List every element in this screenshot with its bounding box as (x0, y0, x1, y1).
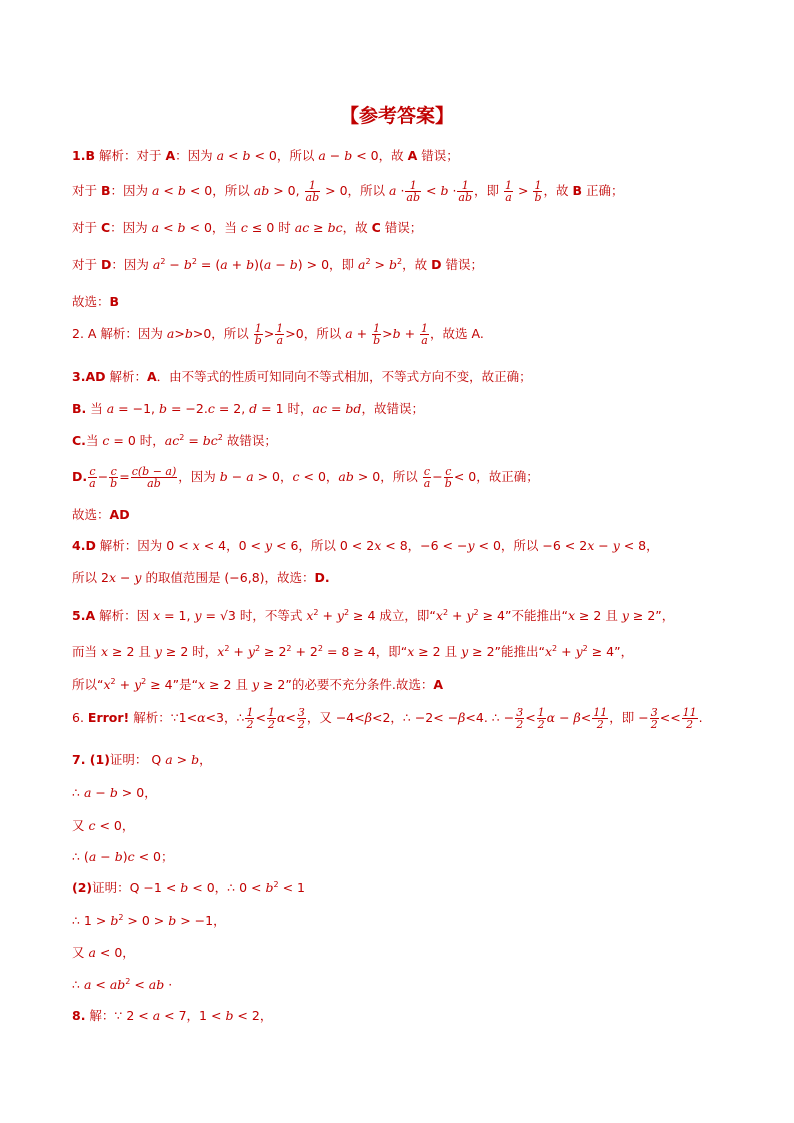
answer-line: D. $\frac{c}{a}$ − $\frac{c}{b}$ = $\frac{c(b - a)}{ab}$ ，因为 b − a > 0，c < 0，ab > 0，所以 $\frac{c}{a}$ − $\frac{c}{b}$ < 0，故正确； (72, 465, 539, 490)
page-title: 【参考答案】 (339, 105, 454, 127)
answer-line: 3.AD 解析：A．由不等式的性质可知同向不等式相加，不等式方向不变，故正确； (72, 369, 532, 384)
answer-line: 又 a < 0， (72, 945, 135, 960)
answer-line: 所以 2x − y 的取值范围是 (−6,8)，故选：D. (72, 570, 330, 585)
answer-line: 5.A 解析：因 x = 1, y = √3 时，不等式 $x^2 + y^2 \ge 4$ 成立，即“$x^2 + y^2 \ge 4$”不能推出“x ≥ 2 且 y ≥ 2”， (72, 607, 675, 623)
answer-line: 而当 x ≥ 2 且 y ≥ 2 时，$x^2 + y^2 \ge 2^2 + 2^2 = 8 \ge 4$，即“x ≥ 2 且 y ≥ 2”能推出“$x^2 + y^2 \ge 4$”， (72, 643, 634, 659)
answer-line: 对于 D：因为 $a^2 - b^2 = (a + b)(a - b) > 0$，即 $a^2 > b^2$，故 D 错误； (72, 256, 483, 272)
answer-line: 2. A 解析：因为 a>b>0，所以 $\frac{1}{b}$ > $\frac{1}{a}$ >0，所以 a + $\frac{1}{b}$ >b + $\frac{1}{a}$ ，故选 A. (72, 322, 484, 347)
answer-line: 4.D 解析：因为 0 < x < 4，0 < y < 6，所以 0 < 2x < 8，−6 < −y < 0，所以 −6 < 2x − y < 8， (72, 538, 659, 553)
answer-line: C.当 c = 0 时，$ac^2 = bc^2$ 故错误； (72, 432, 277, 448)
answer-line: 故选：AD (72, 507, 130, 522)
answer-line: ∴ $1 > b^2 > 0 > b > -1$， (72, 912, 226, 928)
answer-line: ∴ a − b > 0， (72, 785, 157, 800)
answer-line: 7. (1)证明： Q a > b， (72, 752, 212, 767)
answer-line: 对于 B：因为 a < b < 0，所以 ab > 0, $\frac{1}{ab}$ > 0，所以 a · $\frac{1}{ab}$ < b · $\frac{1}{ab}$ ，即 $\frac{1}{a}$ > $\frac{1}{b}$ ，故 B 正确； (72, 179, 624, 204)
answer-line: 又 c < 0， (72, 818, 135, 833)
answer-line: ∴ (a − b)c < 0； (72, 849, 174, 864)
answer-line: (2)证明：Q −1 < b < 0，∴ $0 < b^2 < 1$ (72, 879, 305, 895)
answer-line: 1.B 解析：对于 A：因为 a < b < 0，所以 a − b < 0，故 A 错误； (72, 148, 459, 163)
answer-line: B. 当 a = −1, b = −2.c = 2, d = 1 时，ac = bd，故错误； (72, 401, 424, 416)
answer-line: 故选：B (72, 294, 120, 309)
answer-line: 6. Error! 解析：∵1<α<3，∴ $\frac{1}{2}$ < $\frac{1}{2}$ α< $\frac{3}{2}$ ，又 −4<β<2，∴ −2< −β<4. ∴ − $\frac{3}{2}$ < $\frac{1}{2}$ α − β< $\frac{11}{2}$ ，即 − $\frac{3}{2}$ << $\frac{11}{2}$ . (72, 706, 703, 731)
answer-line: 所以“$x^2 + y^2 \ge 4$”是“x ≥ 2 且 y ≥ 2”的必要不充分条件.故选：A (72, 676, 444, 692)
answer-line: 8. 解：∵ 2 < a < 7，1 < b < 2， (72, 1008, 273, 1023)
answer-line: 对于 C：因为 a < b < 0，当 c ≤ 0 时 ac ≥ bc，故 C 错误； (72, 220, 423, 235)
answer-line: ∴ $a < ab^2$ < ab · (72, 976, 173, 992)
